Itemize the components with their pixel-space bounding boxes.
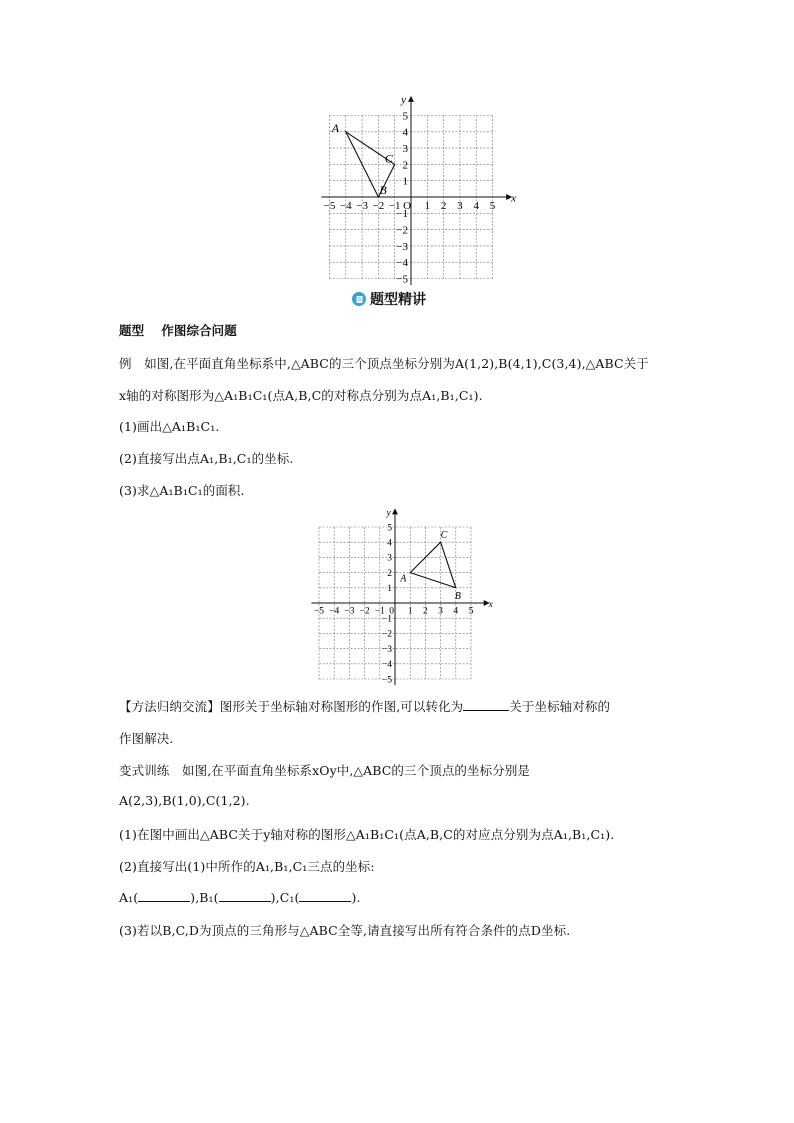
topic-name: 作图综合问题 xyxy=(161,323,237,338)
y-tick-label: 4 xyxy=(387,538,392,549)
point-label-c: C xyxy=(384,151,393,166)
x-tick-label: −2 xyxy=(372,200,385,212)
variant-question-1: (1)在图中画出△ABC关于y轴对称的图形△A₁B₁C₁(点A,B,C的对应点分别为点A₁,B₁,C₁). xyxy=(119,827,615,842)
point-label-a: A xyxy=(331,120,340,135)
x-tick-label: −4 xyxy=(329,606,340,617)
x-tick-label: 3 xyxy=(457,200,463,212)
example-question-1: (1)画出△A₁B₁C₁. xyxy=(119,419,220,434)
a1-answer-blank[interactable] xyxy=(138,889,190,902)
y-tick-label: −5 xyxy=(396,273,408,286)
x-tick-label: −1 xyxy=(374,606,385,617)
variant-line-2: A(2,3),B(1,0),C(1,2). xyxy=(119,793,250,808)
y-tick-label: 2 xyxy=(387,568,392,579)
example-question-3: (3)求△A₁B₁C₁的面积. xyxy=(119,483,245,498)
pen-icon xyxy=(352,292,366,306)
b1-answer-blank[interactable] xyxy=(219,889,271,902)
x-tick-label: 4 xyxy=(473,200,479,212)
triangle-abc xyxy=(410,542,456,588)
x-tick-label: −5 xyxy=(323,200,336,212)
x-tick-label: 2 xyxy=(423,606,428,617)
a1-label: A₁( xyxy=(119,890,139,905)
method-text-after: 关于坐标轴对称的 xyxy=(509,699,611,714)
x-tick-label: 1 xyxy=(424,200,431,212)
section-heading xyxy=(352,289,426,309)
y-axis-label: y xyxy=(386,508,391,519)
example-line-1: 例 如图,在平面直角坐标系中,△ABC的三个顶点坐标分别为A(1,2),B(4,1),C(3,4),△ABC关于 xyxy=(119,356,649,371)
x-tick-label: 1 xyxy=(407,606,413,617)
variant-question-2: (2)直接写出(1)中所作的A₁,B₁,C₁三点的坐标: xyxy=(119,859,375,874)
y-tick-label: −1 xyxy=(381,614,392,625)
y-tick-label: 3 xyxy=(387,553,392,564)
axes xyxy=(321,94,516,285)
x-tick-label: 4 xyxy=(453,606,459,617)
example-question-2: (2)直接写出点A₁,B₁,C₁的坐标. xyxy=(119,451,294,466)
x-tick-label: −2 xyxy=(359,606,370,617)
c1-answer-blank[interactable] xyxy=(299,889,351,902)
x-tick-label: −4 xyxy=(339,200,352,212)
y-tick-label: −3 xyxy=(381,644,392,655)
y-tick-label: 5 xyxy=(402,110,408,123)
variant-question-3: (3)若以B,C,D为顶点的三角形与△ABC全等,请直接写出所有符合条件的点D坐标. xyxy=(119,923,571,938)
y-tick-label: 4 xyxy=(402,126,408,139)
y-axis-arrow xyxy=(408,96,414,102)
y-tick-label: 1 xyxy=(402,175,408,188)
answer-end: ). xyxy=(351,890,361,905)
x-tick-label: −3 xyxy=(344,606,355,617)
point-label-a: A xyxy=(400,573,407,585)
c1-label: ),C₁( xyxy=(270,890,300,905)
y-tick-label: −1 xyxy=(396,208,408,221)
y-tick-label: −4 xyxy=(396,257,408,270)
y-tick-label: −4 xyxy=(381,660,392,671)
x-axis-label: x xyxy=(511,192,517,205)
point-label-c: C xyxy=(440,530,448,542)
method-line-2: 作图解决. xyxy=(119,731,174,746)
y-tick-label: −2 xyxy=(396,224,408,237)
tick-labels xyxy=(314,523,474,685)
axes xyxy=(311,508,493,685)
y-tick-label: 3 xyxy=(402,142,408,155)
x-tick-label: −5 xyxy=(313,606,325,617)
method-line-1 xyxy=(119,697,610,715)
x-axis-label: x xyxy=(488,599,493,610)
x-tick-label: O xyxy=(403,200,412,212)
x-tick-label: 0 xyxy=(389,606,395,617)
y-tick-label: −5 xyxy=(381,675,392,686)
y-tick-label: 1 xyxy=(387,584,392,595)
topic-label: 题型 xyxy=(119,323,145,338)
point-label-b: B xyxy=(454,590,461,602)
answer-blank[interactable] xyxy=(463,698,509,711)
x-tick-label: 2 xyxy=(440,200,447,212)
x-tick-label: 5 xyxy=(489,200,496,212)
method-text-before: 【方法归纳交流】图形关于坐标轴对称图形的作图,可以转化为 xyxy=(119,699,464,714)
y-tick-label: −2 xyxy=(381,629,392,640)
example-line-2: x轴的对称图形为△A₁B₁C₁(点A,B,C的对称点分别为点A₁,B₁,C₁). xyxy=(119,388,483,403)
x-tick-label: −3 xyxy=(356,200,368,212)
variant-answer-line xyxy=(119,889,361,905)
variant-line-1: 变式训练 如图,在平面直角坐标系xOy中,△ABC的三个顶点的坐标分别是 xyxy=(119,763,531,778)
figure-2-coordinate-grid xyxy=(306,507,496,686)
b1-label: ),B₁( xyxy=(190,890,219,905)
y-axis-arrow xyxy=(392,508,398,514)
y-tick-label: 2 xyxy=(402,159,408,172)
x-tick-label: 3 xyxy=(438,606,443,617)
y-tick-label: −3 xyxy=(396,240,408,253)
point-label-b: B xyxy=(379,183,387,197)
section-title: 题型精讲 xyxy=(370,292,426,308)
tick-labels xyxy=(324,110,496,285)
y-axis-label: y xyxy=(401,93,406,106)
x-tick-label: 5 xyxy=(468,606,474,617)
figure-1-coordinate-grid xyxy=(310,93,517,286)
x-tick-label: −1 xyxy=(388,200,401,212)
topic-heading xyxy=(119,321,237,339)
y-tick-label: 5 xyxy=(387,523,392,534)
